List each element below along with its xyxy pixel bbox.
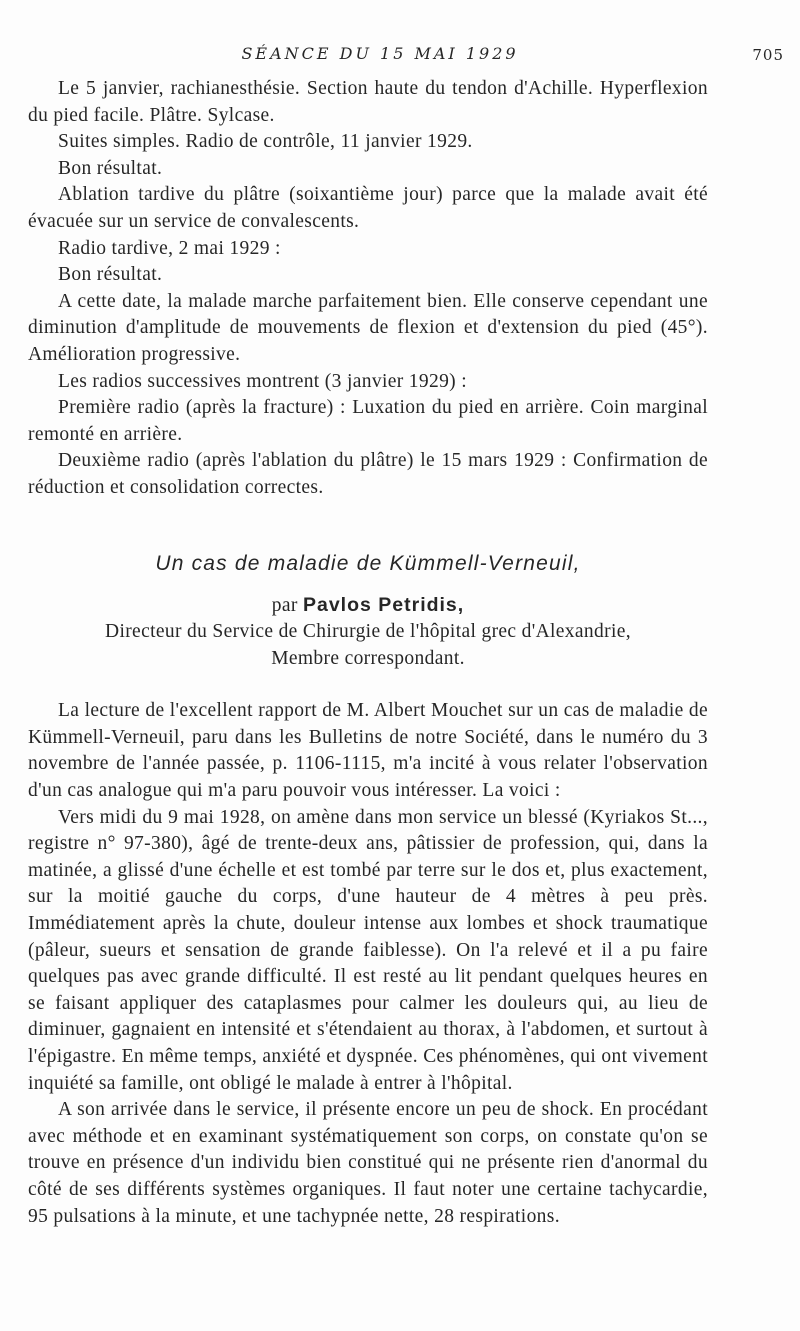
section-spacer [28, 672, 708, 698]
paragraph: Deuxième radio (après l'ablation du plâtre) le 15 mars 1929 : Confirmation de réduction et consolidation correctes. [28, 450, 708, 498]
paragraph: Vers midi du 9 mai 1928, on amène dans mon service un blessé (Kyriakos St..., registre n° 97-380), âgé de trente-deux ans, pâtissier de profession, qui, dans la matinée, a glissé d'une échelle et est tombé par terre sur le dos et, plus exactement, sur la moitié gauche du corps, d'une hauteur de 4 mètres à peu près. Immédiatement après la chute, douleur intense aux lombes et shock traumatique (pâleur, sueurs et sensation de grande faiblesse). On l'a relevé et il a pu faire quelques pas avec grande difficulté. Il est resté au lit pendant quelques heures en se faisant appliquer des cataplasmes pour calmer les douleurs qui, au lieu de diminuer, gagnaient en intensité et s'étendaient au thorax, à l'abdomen, et surtout à l'épigastre. En même temps, anxiété et dyspnée. Ces phénomènes, qui ont vivement inquiété sa famille, ont obligé le malade à entrer à l'hôpital. [28, 806, 708, 1094]
author-membership: Membre correspondant. [271, 647, 465, 669]
author-name: Pavlos Petridis, [302, 593, 465, 616]
paragraph: Bon résultat. [58, 264, 163, 286]
paragraph: A cette date, la malade marche parfaitement bien. Elle conserve cependant une diminution d'amplitude de mouvements de flexion et d'extension du pied (45°). Amélioration progressive. [28, 290, 708, 365]
byline-prefix: par [271, 594, 303, 616]
paragraph: Ablation tardive du plâtre (soixantième jour) parce que la malade avait été évacuée sur un service de convalescents. [28, 184, 708, 232]
paragraph: La lecture de l'excellent rapport de M. Albert Mouchet sur un cas de maladie de Kümmell-Verneuil, paru dans les Bulletins de notre Société, dans le numéro du 3 novembre de l'année passée, p. 1106-1115, m'a incité à vous relater l'observation d'un cas analogue qui m'a paru pouvoir vous intéresser. La voici : [28, 700, 708, 802]
running-head: SÉANCE DU 15 MAI 1929 [241, 44, 519, 63]
page-header [0, 44, 800, 68]
paragraph: Première radio (après la fracture) : Luxation du pied en arrière. Coin marginal remonté en arrière. [28, 397, 708, 445]
paragraph: Les radios successives montrent (3 janvier 1929) : [58, 370, 468, 392]
page-number: 705 [752, 46, 784, 64]
article-title: Un cas de maladie de Kümmell-Verneuil, [155, 551, 581, 575]
paragraph: A son arrivée dans le service, il présente encore un peu de shock. En procédant avec méthode et en examinant systématiquement son corps, on constate qu'on se trouve en présence d'un individu bien constitué qui ne présente rien d'anormal du côté de ses différents systèmes organiques. Il faut noter une certaine tachycardie, 95 pulsations à la minute, et une tachypnée nette, 28 respirations. [28, 1099, 708, 1227]
paragraph: Bon résultat. [58, 157, 163, 179]
paragraph: Le 5 janvier, rachianesthésie. Section haute du tendon d'Achille. Hyperflexion du pied facile. Plâtre. Sylcase. [28, 78, 708, 126]
paragraph: Radio tardive, 2 mai 1929 : [58, 237, 281, 259]
paragraph: Suites simples. Radio de contrôle, 11 janvier 1929. [58, 131, 473, 153]
page-body [28, 76, 708, 1230]
byline [28, 592, 708, 620]
author-affiliation: Directeur du Service de Chirurgie de l'hôpital grec d'Alexandrie, [105, 621, 631, 643]
